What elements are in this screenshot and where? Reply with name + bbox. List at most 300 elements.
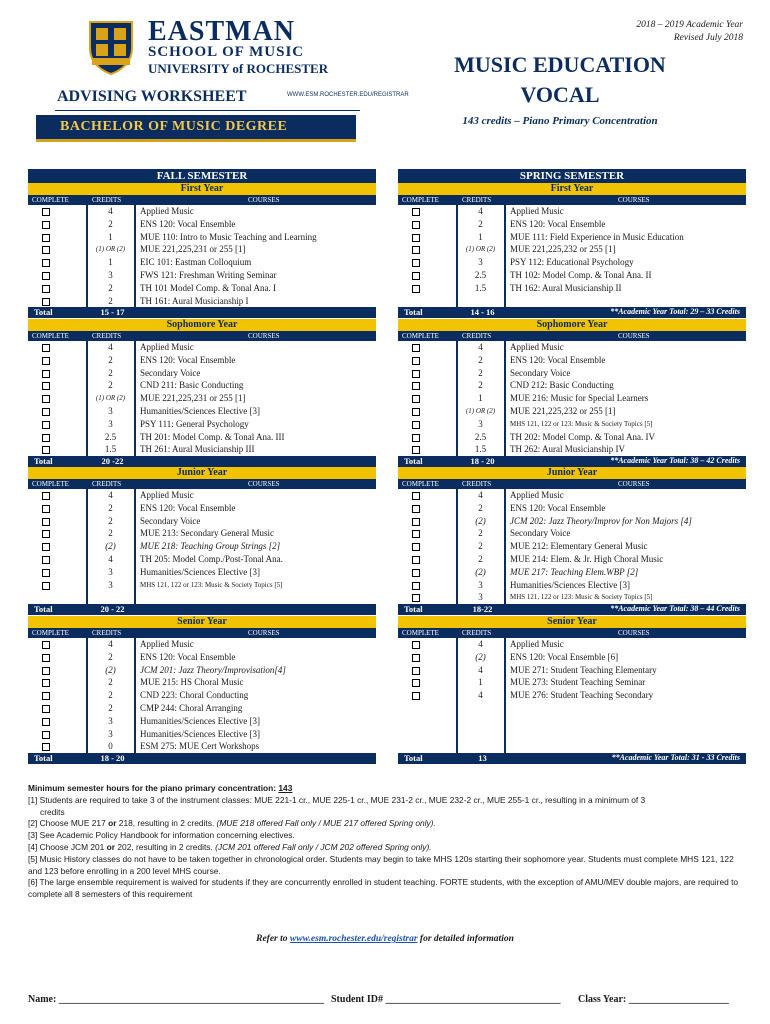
- total-credits: 20 -22: [101, 456, 124, 467]
- complete-checkbox[interactable]: [412, 421, 420, 429]
- credit-value: 1.5: [474, 282, 487, 293]
- complete-checkbox[interactable]: [412, 234, 420, 242]
- course-name: ESM 275: MUE Cert Workshops: [140, 741, 260, 752]
- credit-value: 2: [478, 502, 483, 513]
- total-label: Total: [34, 604, 53, 615]
- course-name: MUE 216: Music for Special Learners: [510, 393, 649, 404]
- total-label: Total: [34, 456, 53, 467]
- course-row: [398, 740, 746, 753]
- course-row: [398, 231, 746, 244]
- credits-col-label: CREDITS: [462, 332, 492, 340]
- complete-checkbox[interactable]: [412, 221, 420, 229]
- course-row: [398, 702, 746, 715]
- course-name: ENS 120: Vocal Ensemble: [140, 502, 236, 513]
- complete-checkbox[interactable]: [412, 446, 420, 454]
- course-name: ENS 120: Vocal Ensemble: [140, 218, 236, 229]
- credit-value: (2): [475, 651, 486, 662]
- total-credits: 18 - 20: [470, 456, 495, 467]
- note-1-cont: credits: [40, 806, 65, 817]
- credit-value: 4: [478, 690, 483, 701]
- column-header: [28, 479, 376, 489]
- course-name: CND 223: Choral Conducting: [140, 690, 249, 701]
- course-name: MUE 213: Secondary General Music: [140, 528, 274, 539]
- course-name: MUE 221,225,231 or 255 [1]: [140, 393, 246, 404]
- complete-checkbox[interactable]: [42, 298, 50, 306]
- credit-value: 4: [478, 490, 483, 500]
- course-name: Secondary Voice: [510, 528, 571, 539]
- credit-value: 2: [108, 702, 113, 713]
- total-credits: 18 - 20: [100, 753, 125, 764]
- note-1: [1] Students are required to take 3 of the instrument classes: MUE 221-1 cr., MUE 225-1 cr., MUE 231-2 cr., MUE 232-2 cr., MUE 255-1 cr., resulting in a minimum of 3: [28, 794, 646, 805]
- course-name: Applied Music: [140, 490, 194, 500]
- complete-checkbox[interactable]: [42, 259, 50, 267]
- spring-sophomore-year-table: [398, 319, 746, 467]
- complete-checkbox[interactable]: [42, 492, 50, 500]
- course-row: [398, 282, 746, 295]
- course-row: [28, 431, 376, 444]
- complete-checkbox[interactable]: [412, 641, 420, 649]
- complete-checkbox[interactable]: [412, 208, 420, 216]
- complete-col-label: COMPLETE: [402, 332, 439, 340]
- course-name: Secondary Voice: [140, 515, 201, 526]
- column-header: [398, 195, 746, 205]
- courses-col-label: COURSES: [618, 480, 650, 488]
- course-row: [398, 205, 746, 218]
- course-name: MUE 111: Field Experience in Music Education: [510, 231, 684, 242]
- complete-col-label: COMPLETE: [402, 629, 439, 637]
- credit-value: 4: [108, 553, 113, 564]
- credit-value: 3: [108, 269, 113, 280]
- course-name: Applied Music: [510, 206, 564, 216]
- course-name: CND 211: Basic Conducting: [140, 380, 244, 391]
- worksheet-title: ADVISING WORKSHEET: [57, 88, 247, 105]
- complete-checkbox[interactable]: [42, 641, 50, 649]
- year-bar: Sophomore Year: [28, 319, 376, 331]
- credits-col-label: CREDITS: [92, 480, 122, 488]
- complete-checkbox[interactable]: [42, 246, 50, 254]
- fall-semester-header: FALL SEMESTER: [28, 169, 376, 183]
- course-name: Applied Music: [510, 639, 564, 649]
- course-row: [398, 295, 746, 308]
- credit-value: 3: [108, 418, 113, 429]
- course-list: [398, 205, 746, 307]
- academic-year-total: **Academic Year Total: 38 – 44 Credits: [610, 604, 740, 614]
- credit-value: 2.5: [104, 431, 117, 442]
- complete-checkbox[interactable]: [42, 272, 50, 280]
- complete-checkbox[interactable]: [42, 408, 50, 416]
- complete-checkbox[interactable]: [42, 654, 50, 662]
- column-header: [28, 331, 376, 341]
- course-row: [28, 405, 376, 418]
- course-name: CND 212: Basic Conducting: [510, 380, 614, 391]
- course-row: [398, 341, 746, 354]
- course-name: MUE 218: Teaching Group Strings [2]: [140, 541, 281, 552]
- footnotes: [28, 783, 748, 901]
- credit-value: 2: [478, 218, 483, 229]
- note-2: [2] Choose MUE 217 or 218, resulting in 2 credits. (MUE 218 offered Fall only / MUE 217 offered Spring only).: [28, 818, 436, 829]
- complete-checkbox[interactable]: [412, 285, 420, 293]
- course-row: [398, 664, 746, 677]
- credits-col-label: CREDITS: [462, 196, 492, 204]
- complete-checkbox[interactable]: [42, 731, 50, 739]
- column-header: [398, 628, 746, 638]
- credits-col-label: CREDITS: [462, 480, 492, 488]
- note-4: [4] Choose JCM 201 or 202, resulting in 2 credits. (JCM 201 offered Fall only / JCM 202 offered Spring only).: [28, 841, 432, 852]
- complete-checkbox[interactable]: [412, 272, 420, 280]
- credit-value: 2: [478, 528, 483, 539]
- min-hours-value: 143: [278, 783, 293, 793]
- course-row: [28, 443, 376, 456]
- course-row: [28, 566, 376, 579]
- complete-checkbox[interactable]: [412, 434, 420, 442]
- total-row: [28, 753, 376, 764]
- total-label: Total: [34, 307, 53, 318]
- column-header: [28, 628, 376, 638]
- complete-checkbox[interactable]: [42, 530, 50, 538]
- courses-col-label: COURSES: [618, 332, 650, 340]
- course-row: [398, 651, 746, 664]
- credit-value: 1: [108, 231, 113, 242]
- credit-value: 4: [478, 206, 483, 216]
- complete-checkbox[interactable]: [42, 382, 50, 390]
- course-name: TH 101 Model Comp. & Tonal Ana. I: [140, 282, 276, 293]
- total-label: Total: [404, 456, 423, 467]
- complete-checkbox[interactable]: [412, 679, 420, 687]
- course-row: [28, 591, 376, 604]
- complete-checkbox[interactable]: [412, 594, 420, 602]
- complete-col-label: COMPLETE: [402, 480, 439, 488]
- credit-value: (1) OR (2): [95, 245, 126, 254]
- complete-checkbox[interactable]: [42, 718, 50, 726]
- course-row: [398, 431, 746, 444]
- credit-value: 2: [108, 651, 113, 662]
- course-name: ENS 120: Vocal Ensemble: [510, 502, 606, 513]
- credit-value: 2: [108, 690, 113, 701]
- complete-checkbox[interactable]: [42, 208, 50, 216]
- credit-value: 2: [108, 218, 113, 229]
- year-bar: Junior Year: [398, 467, 746, 479]
- complete-checkbox[interactable]: [42, 357, 50, 365]
- courses-col-label: COURSES: [248, 196, 280, 204]
- complete-checkbox[interactable]: [42, 285, 50, 293]
- credit-value: (2): [105, 541, 116, 552]
- course-row: [398, 638, 746, 651]
- complete-checkbox[interactable]: [42, 569, 50, 577]
- course-name: Applied Music: [140, 342, 194, 352]
- course-name: EIC 101: Eastman Colloquium: [140, 257, 252, 268]
- total-label: Total: [404, 604, 423, 615]
- course-name: MUE 217: Teaching Elem.WBP [2]: [510, 566, 639, 577]
- credit-value: 4: [108, 639, 113, 649]
- complete-checkbox[interactable]: [42, 692, 50, 700]
- course-row: [28, 367, 376, 380]
- credit-value: (1) OR (2): [465, 406, 496, 415]
- complete-checkbox[interactable]: [42, 743, 50, 751]
- complete-checkbox[interactable]: [42, 556, 50, 564]
- course-name: TH 205: Model Comp./Post-Tonal Ana.: [140, 553, 283, 564]
- course-name: TH 161: Aural Musicianship I: [140, 295, 249, 306]
- credits-col-label: CREDITS: [92, 332, 122, 340]
- total-row: [398, 456, 746, 467]
- course-name: Secondary Voice: [140, 367, 201, 378]
- complete-checkbox[interactable]: [412, 692, 420, 700]
- complete-checkbox[interactable]: [412, 667, 420, 675]
- credit-value: 4: [478, 664, 483, 675]
- complete-checkbox[interactable]: [412, 530, 420, 538]
- course-name: TH 162: Aural Musicianship II: [510, 282, 622, 293]
- course-row: [398, 540, 746, 553]
- total-credits: 15 - 17: [100, 307, 125, 318]
- course-name: ENS 120: Vocal Ensemble: [140, 354, 236, 365]
- registrar-link[interactable]: www.esm.rochester.edu/registrar: [289, 934, 418, 944]
- complete-checkbox[interactable]: [412, 395, 420, 403]
- name-field[interactable]: Name: _____________________________________________________: [28, 994, 324, 1005]
- note-3: [3] See Academic Policy Handbook for information concerning electives.: [28, 830, 295, 841]
- course-list: [28, 341, 376, 456]
- complete-checkbox[interactable]: [412, 357, 420, 365]
- credit-value: 2: [478, 541, 483, 552]
- course-row: [28, 341, 376, 354]
- credit-value: 3: [478, 257, 483, 268]
- complete-checkbox[interactable]: [412, 408, 420, 416]
- complete-checkbox[interactable]: [42, 344, 50, 352]
- course-row: [398, 591, 746, 604]
- divider: [55, 110, 360, 111]
- course-row: [28, 689, 376, 702]
- credit-value: (1) OR (2): [95, 394, 126, 403]
- course-list: [28, 205, 376, 307]
- credit-value: 4: [478, 342, 483, 352]
- fall-junior-year-table: [28, 467, 376, 615]
- course-row: [398, 392, 746, 405]
- credit-value: 4: [108, 342, 113, 352]
- total-row: [398, 604, 746, 615]
- credit-value: 1: [478, 677, 483, 688]
- complete-checkbox[interactable]: [42, 582, 50, 590]
- course-name: MUE 212: Elementary General Music: [510, 541, 648, 552]
- course-row: [398, 269, 746, 282]
- complete-col-label: COMPLETE: [32, 196, 69, 204]
- course-row: [28, 269, 376, 282]
- refer-line: Refer to www.esm.rochester.edu/registrar for detailed information: [256, 934, 514, 944]
- complete-checkbox[interactable]: [412, 543, 420, 551]
- complete-checkbox[interactable]: [42, 543, 50, 551]
- credit-value: (2): [475, 515, 486, 526]
- complete-checkbox[interactable]: [42, 395, 50, 403]
- complete-checkbox[interactable]: [412, 382, 420, 390]
- credit-value: (1) OR (2): [465, 245, 496, 254]
- course-name: JCM 202: Jazz Theory/Improv for Non Majors [4]: [510, 515, 692, 526]
- course-row: [398, 354, 746, 367]
- complete-checkbox[interactable]: [412, 654, 420, 662]
- credit-value: 4: [108, 206, 113, 216]
- course-row: [28, 579, 376, 592]
- credit-value: 2.5: [474, 269, 487, 280]
- complete-checkbox[interactable]: [42, 505, 50, 513]
- course-list: [398, 489, 746, 604]
- complete-checkbox[interactable]: [42, 221, 50, 229]
- course-name: Humanities/Sciences Elective [3]: [140, 715, 260, 726]
- course-name: JCM 201: Jazz Theory/Improvisation[4]: [140, 664, 286, 675]
- course-row: [28, 392, 376, 405]
- credit-value: 1: [478, 231, 483, 242]
- credits-col-label: CREDITS: [92, 629, 122, 637]
- registrar-url-small: WWW.ESM.ROCHESTER.EDU/REGISTRAR: [287, 92, 409, 98]
- course-name: CMP 244: Choral Arranging: [140, 702, 243, 713]
- course-row: [28, 638, 376, 651]
- course-row: [28, 379, 376, 392]
- credit-value: 1.5: [474, 444, 487, 455]
- total-credits: 20 - 22: [100, 604, 125, 615]
- column-header: [398, 331, 746, 341]
- school-subtitle: SCHOOL OF MUSIC: [148, 44, 305, 60]
- course-name: MUE 271: Student Teaching Elementary: [510, 664, 657, 675]
- complete-col-label: COMPLETE: [32, 332, 69, 340]
- credit-value: 3: [478, 418, 483, 429]
- spring-semester-header: SPRING SEMESTER: [398, 169, 746, 183]
- complete-checkbox[interactable]: [412, 569, 420, 577]
- course-name: TH 102: Model Comp. & Tonal Ana. II: [510, 269, 652, 280]
- complete-checkbox[interactable]: [412, 246, 420, 254]
- course-row: [28, 502, 376, 515]
- revised-date: Revised July 2018: [673, 33, 743, 43]
- total-row: [398, 307, 746, 318]
- academic-year-total: **Academic Year Total: 29 – 33 Credits: [610, 307, 740, 317]
- credit-value: 2: [108, 515, 113, 526]
- complete-checkbox[interactable]: [42, 370, 50, 378]
- complete-col-label: COMPLETE: [32, 480, 69, 488]
- credit-value: 3: [108, 728, 113, 739]
- school-crest-icon: [82, 18, 140, 76]
- credit-value: 2: [108, 528, 113, 539]
- column-header: [398, 479, 746, 489]
- course-row: [398, 515, 746, 528]
- course-row: [28, 231, 376, 244]
- credit-value: 2: [478, 354, 483, 365]
- course-row: [28, 527, 376, 540]
- spring-senior-year-table: [398, 616, 746, 764]
- credit-value: 2: [108, 367, 113, 378]
- credit-value: 1: [478, 393, 483, 404]
- complete-checkbox[interactable]: [42, 421, 50, 429]
- courses-col-label: COURSES: [248, 480, 280, 488]
- academic-year: 2018 – 2019 Academic Year: [636, 20, 743, 30]
- credit-value: 4: [108, 490, 113, 500]
- note-5: [5] Music History classes do not have to be taken together in chronological order. Students may begin to take MHS 120s starting their sophomore year. Students must complete MHS 121, 122 and 123 before enrolling in a 200 level MHS course.: [28, 853, 734, 876]
- total-label: Total: [404, 307, 423, 318]
- total-row: [28, 604, 376, 615]
- course-row: [28, 205, 376, 218]
- academic-year-total: **Academic Year Total: 31 - 33 Credits: [611, 753, 740, 763]
- total-credits: 18-22: [472, 604, 493, 615]
- course-name: TH 261: Aural Musicianship III: [140, 444, 255, 455]
- course-row: [28, 664, 376, 677]
- complete-checkbox[interactable]: [412, 556, 420, 564]
- total-label: Total: [404, 753, 423, 764]
- credit-value: 2.5: [474, 431, 487, 442]
- program-title: MUSIC EDUCATION: [454, 52, 666, 77]
- course-row: [28, 418, 376, 431]
- total-row: [28, 456, 376, 467]
- fall-sophomore-year-table: [28, 319, 376, 467]
- complete-checkbox[interactable]: [42, 446, 50, 454]
- credit-value: 2: [108, 282, 113, 293]
- complete-checkbox[interactable]: [412, 259, 420, 267]
- course-row: [398, 379, 746, 392]
- complete-checkbox[interactable]: [412, 582, 420, 590]
- credit-value: 3: [108, 405, 113, 416]
- course-row: [28, 515, 376, 528]
- course-row: [398, 553, 746, 566]
- course-name: ENS 120: Vocal Ensemble: [510, 354, 606, 365]
- course-name: ENS 120: Vocal Ensemble: [510, 218, 606, 229]
- course-name: ENS 120: Vocal Ensemble [6]: [510, 651, 619, 662]
- complete-checkbox[interactable]: [42, 705, 50, 713]
- course-name: Humanities/Sciences Elective [3]: [140, 566, 260, 577]
- complete-checkbox[interactable]: [42, 234, 50, 242]
- total-credits: 14 - 16: [470, 307, 495, 318]
- course-name: PSY 112: Educational Psychology: [510, 257, 634, 268]
- course-row: [398, 256, 746, 269]
- course-name: Applied Music: [510, 342, 564, 352]
- course-list: [28, 638, 376, 753]
- complete-checkbox[interactable]: [412, 344, 420, 352]
- course-row: [398, 728, 746, 741]
- signature-line: [28, 994, 748, 1005]
- academic-year-total: **Academic Year Total: 38 – 42 Credits: [610, 456, 740, 466]
- course-row: [398, 715, 746, 728]
- course-name: MUE 221,225,232 or 255 [1]: [510, 244, 616, 255]
- complete-checkbox[interactable]: [42, 679, 50, 687]
- complete-checkbox[interactable]: [412, 518, 420, 526]
- course-row: [398, 243, 746, 256]
- course-row: [398, 689, 746, 702]
- courses-col-label: COURSES: [618, 196, 650, 204]
- course-row: [398, 405, 746, 418]
- course-row: [28, 540, 376, 553]
- course-list: [398, 638, 746, 753]
- course-name: Humanities/Sciences Elective [3]: [140, 728, 260, 739]
- course-name: MUE 214: Elem. & Jr. High Choral Music: [510, 553, 664, 564]
- complete-checkbox[interactable]: [42, 434, 50, 442]
- credit-value: (2): [105, 664, 116, 675]
- fall-first-year-table: [28, 183, 376, 318]
- credit-value: 0: [108, 741, 113, 752]
- complete-checkbox[interactable]: [42, 518, 50, 526]
- complete-checkbox[interactable]: [412, 492, 420, 500]
- course-name: MUE 221,225,231 or 255 [1]: [140, 244, 246, 255]
- complete-checkbox[interactable]: [412, 370, 420, 378]
- course-row: [398, 676, 746, 689]
- credit-value: 1.5: [104, 444, 117, 455]
- year-bar: Junior Year: [28, 467, 376, 479]
- course-list: [28, 489, 376, 604]
- complete-checkbox[interactable]: [42, 667, 50, 675]
- complete-col-label: COMPLETE: [32, 629, 69, 637]
- course-row: [28, 282, 376, 295]
- course-row: [28, 676, 376, 689]
- student-id-field[interactable]: Student ID# ___________________________________: [331, 994, 561, 1005]
- note-6: [6] The large ensemble requirement is waived for students if they are concurrently enrolled in student teaching. FORTE students, with the exception of AMU/MEV double majors, are required to complete all 8 semesters of this requirement: [28, 877, 739, 900]
- course-name: MUE 110: Intro to Music Teaching and Learning: [140, 231, 317, 242]
- credits-col-label: CREDITS: [92, 196, 122, 204]
- class-year-field[interactable]: Class Year: ____________________: [578, 994, 729, 1005]
- complete-checkbox[interactable]: [412, 505, 420, 513]
- course-row: [28, 243, 376, 256]
- course-row: [398, 367, 746, 380]
- course-name: Applied Music: [140, 639, 194, 649]
- course-row: [28, 728, 376, 741]
